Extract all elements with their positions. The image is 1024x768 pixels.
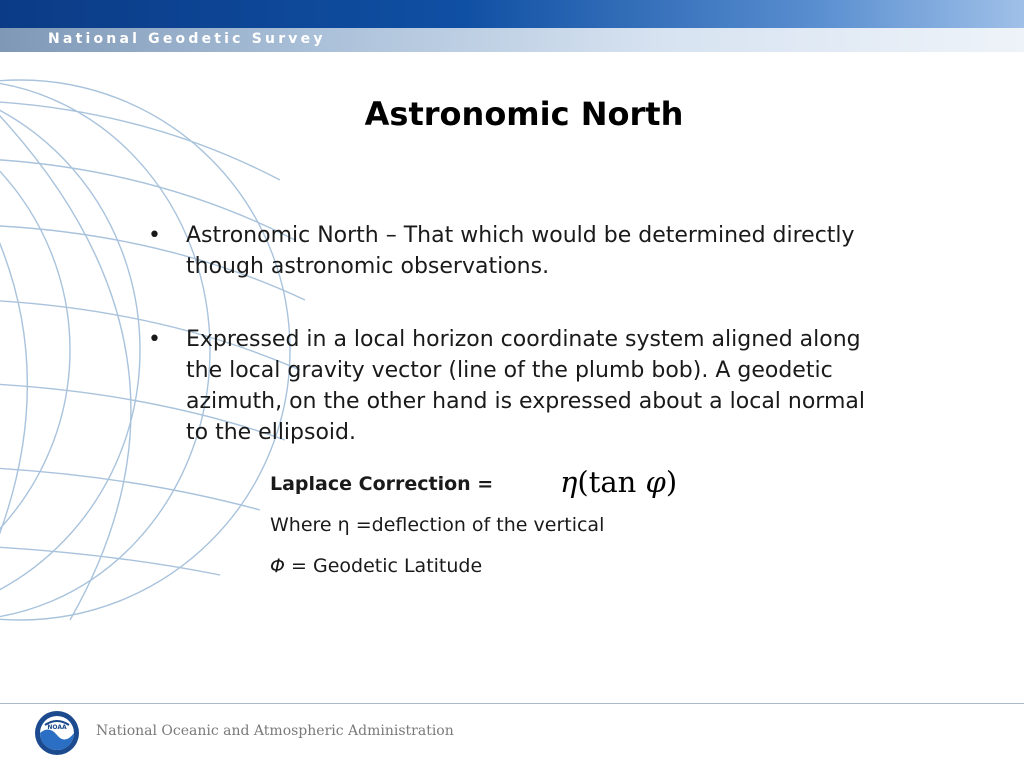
noaa-logo-text: NOAA (47, 724, 67, 731)
phi-text: = Geodetic Latitude (284, 555, 483, 577)
slide-title: Astronomic North (364, 95, 684, 133)
header-title: National Geodetic Survey (48, 31, 326, 47)
eta-definition: Where η =deflection of the vertical (270, 514, 605, 536)
laplace-label: Laplace Correction = (270, 473, 494, 495)
phi-symbol: Φ (270, 555, 285, 577)
formula-eta: η (560, 465, 578, 499)
formula-close: ) (665, 465, 678, 499)
bullet-item-1 (148, 220, 888, 282)
formula-open: (tan (577, 465, 646, 499)
footer-divider (0, 703, 1024, 704)
phi-definition (270, 555, 482, 577)
bullet-item-2 (148, 324, 888, 448)
bullet-text: Expressed in a local horizon coordinate system aligned along the local gravity vector (line of the plumb bob). A geodetic azimuth, on the other hand is expressed about a local normal to the ellipsoid. (186, 327, 865, 445)
bullet-marker: • (148, 223, 161, 248)
formula-phi: φ (645, 465, 666, 499)
bullet-text: Astronomic North – That which would be determined directly though astronomic observations. (186, 223, 855, 279)
laplace-formula (560, 465, 677, 499)
bullet-marker: • (148, 327, 161, 352)
footer-organization: National Oceanic and Atmospheric Administration (96, 723, 454, 739)
noaa-logo (33, 709, 81, 757)
